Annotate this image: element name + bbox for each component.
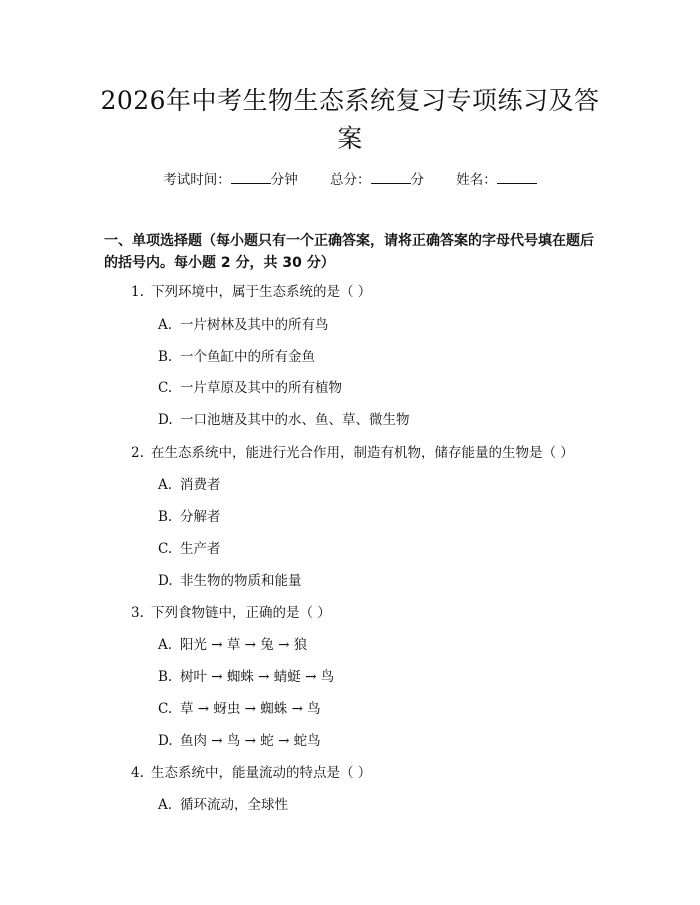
option-letter: D. — [158, 412, 173, 428]
question-2-option-a — [158, 473, 221, 493]
option-text: 阳光 → 草 → 兔 → 狼 — [180, 637, 308, 653]
question-number: 2. — [131, 445, 144, 461]
question-2-option-d — [158, 569, 302, 589]
total-score-blank — [371, 171, 411, 184]
question-1-option-d — [158, 408, 410, 428]
question-1-option-b — [158, 345, 315, 365]
option-letter: D. — [158, 733, 173, 749]
option-letter: A. — [158, 637, 173, 653]
option-letter: B. — [158, 509, 173, 525]
option-text: 非生物的物质和能量 — [180, 573, 302, 589]
option-letter: A. — [158, 797, 173, 813]
total-score — [330, 172, 428, 188]
section-heading: 一、单项选择题（每小题只有一个正确答案，请将正确答案的字母代号填在题后的括号内。每小题 2 分，共 30 分） — [104, 233, 594, 271]
exam-time-unit: 分钟 — [270, 172, 298, 188]
question-3-option-d — [158, 729, 321, 749]
question-3-option-c — [158, 697, 321, 717]
question-3-option-a — [158, 633, 307, 653]
option-text: 树叶 → 蜘蛛 → 蜻蜓 → 鸟 — [180, 669, 335, 685]
option-text: 一个鱼缸中的所有金鱼 — [180, 349, 315, 365]
option-letter: A. — [158, 317, 173, 333]
option-text: 分解者 — [180, 509, 221, 525]
question-1 — [131, 280, 371, 300]
question-1-option-c — [158, 376, 342, 396]
question-text: 下列环境中，属于生态系统的是（ ） — [151, 284, 372, 300]
option-letter: C. — [158, 701, 173, 717]
question-4 — [131, 761, 371, 781]
option-letter: B. — [158, 669, 173, 685]
question-3-option-b — [158, 665, 334, 685]
option-letter: B. — [158, 349, 173, 365]
exam-time-blank — [231, 171, 271, 184]
student-name-blank — [497, 171, 537, 184]
question-text: 在生态系统中，能进行光合作用，制造有机物，储存能量的生物是（ ） — [151, 445, 574, 461]
total-score-label: 总分： — [330, 172, 371, 188]
total-score-unit: 分 — [410, 172, 424, 188]
option-letter: C. — [158, 380, 173, 396]
option-text: 一片树林及其中的所有鸟 — [180, 317, 329, 333]
question-number: 4. — [131, 765, 144, 781]
exam-time-label: 考试时间： — [163, 172, 231, 188]
option-text: 鱼肉 → 鸟 → 蛇 → 蛇鸟 — [180, 733, 321, 749]
question-4-option-a — [158, 793, 288, 813]
question-2-option-b — [158, 505, 221, 525]
option-text: 循环流动，全球性 — [180, 797, 288, 813]
question-1-option-a — [158, 313, 329, 333]
exam-meta — [0, 168, 700, 188]
option-text: 生产者 — [180, 541, 221, 557]
question-2-option-c — [158, 537, 221, 557]
question-3 — [131, 601, 331, 621]
option-letter: C. — [158, 541, 173, 557]
question-text: 下列食物链中，正确的是（ ） — [151, 605, 331, 621]
question-number: 1. — [131, 284, 144, 300]
question-text: 生态系统中，能量流动的特点是（ ） — [151, 765, 372, 781]
option-letter: A. — [158, 477, 173, 493]
exam-time — [163, 172, 302, 188]
option-letter: D. — [158, 573, 173, 589]
option-text: 草 → 蚜虫 → 蜘蛛 → 鸟 — [180, 701, 321, 717]
option-text: 一片草原及其中的所有植物 — [180, 380, 342, 396]
question-number: 3. — [131, 605, 144, 621]
option-text: 消费者 — [180, 477, 221, 493]
question-2 — [131, 441, 574, 461]
student-name — [456, 172, 537, 188]
option-text: 一口池塘及其中的水、鱼、草、微生物 — [180, 412, 410, 428]
page-title: 2026年中考生物生态系统复习专项练习及答案 — [100, 86, 600, 153]
student-name-label: 姓名： — [456, 172, 497, 188]
